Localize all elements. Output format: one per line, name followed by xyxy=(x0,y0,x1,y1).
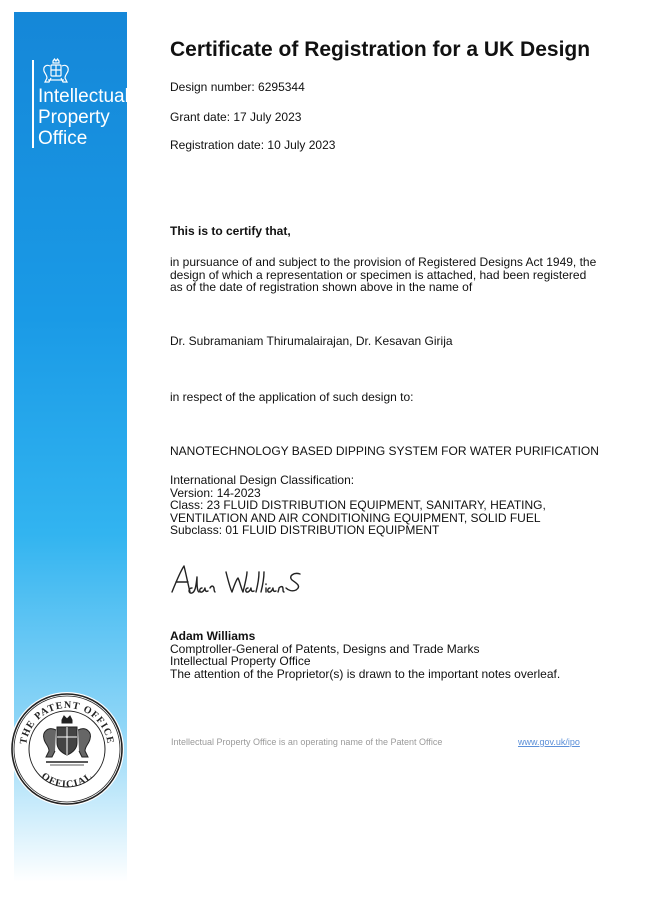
design-number: Design number: 6295344 xyxy=(170,80,305,94)
patent-office-seal xyxy=(8,690,126,808)
signatory-name: Adam Williams xyxy=(170,629,256,643)
certify-line: in pursuance of and subject to the provision of Registered Designs Act 1949, the xyxy=(170,255,597,269)
grant-date: Grant date: 17 July 2023 xyxy=(170,110,302,124)
certify-line: design of which a representation or specimen is attached, had been registered xyxy=(170,267,587,282)
footer-link[interactable]: www.gov.uk/ipo xyxy=(518,737,580,747)
logo-line: Property xyxy=(38,107,110,128)
signature-image xyxy=(168,562,318,612)
proprietor-names: Dr. Subramaniam Thirumalairajan, Dr. Kesavan Girija xyxy=(170,334,453,348)
logo-line: Office xyxy=(38,128,88,149)
proprietor-note: The attention of the Proprietor(s) is drawn to the important notes overleaf. xyxy=(170,666,561,681)
logo-divider xyxy=(32,60,34,148)
classification-line: Class: 23 FLUID DISTRIBUTION EQUIPMENT, SANITARY, HEATING, xyxy=(170,498,546,512)
classification-line: Subclass: 01 FLUID DISTRIBUTION EQUIPMENT xyxy=(170,523,440,537)
signatory-block xyxy=(170,630,620,680)
classification-line: VENTILATION AND AIR CONDITIONING EQUIPMENT, SOLID FUEL xyxy=(170,510,541,525)
design-title: NANOTECHNOLOGY BASED DIPPING SYSTEM FOR WATER PURIFICATION xyxy=(170,444,599,458)
footer-text: Intellectual Property Office is an operating name of the Patent Office xyxy=(171,737,443,747)
certify-body xyxy=(170,256,620,294)
logo-line: Intellectual xyxy=(38,86,129,107)
signatory-office: Intellectual Property Office xyxy=(170,654,311,668)
classification-line: Version: 14-2023 xyxy=(170,485,261,500)
certify-line: as of the date of registration shown above in the name of xyxy=(170,280,473,294)
classification-line: International Design Classification: xyxy=(170,473,355,487)
registration-date: Registration date: 10 July 2023 xyxy=(170,138,336,152)
royal-crest-icon xyxy=(40,58,72,84)
classification-block xyxy=(170,474,620,537)
respect-text: in respect of the application of such design to: xyxy=(170,390,414,404)
svg-text:THE PATENT OFFICE: THE PATENT OFFICE xyxy=(18,699,116,746)
signatory-title: Comptroller-General of Patents, Designs and Trade Marks xyxy=(170,641,480,656)
svg-text:OFFICIAL: OFFICIAL xyxy=(39,770,95,791)
certificate-title: Certificate of Registration for a UK Design xyxy=(170,38,591,61)
ipo-logo-text xyxy=(38,86,129,149)
certify-heading: This is to certify that, xyxy=(170,224,291,238)
